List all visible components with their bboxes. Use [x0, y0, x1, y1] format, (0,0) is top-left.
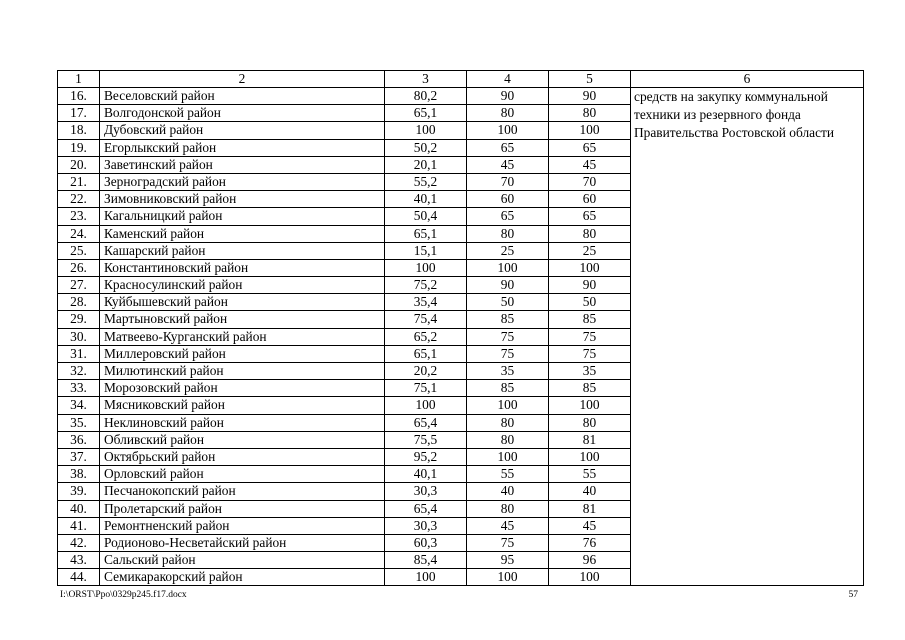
column-4-value-cell: 35	[467, 363, 549, 380]
table-body	[58, 71, 864, 586]
column-4-value-cell: 85	[467, 311, 549, 328]
column-header-5: 5	[549, 71, 631, 88]
table-row	[58, 88, 864, 105]
column-3-value-cell: 80,2	[385, 88, 467, 105]
column-3-value-cell: 40,1	[385, 466, 467, 483]
column-5-value-cell: 100	[549, 569, 631, 586]
column-5-value-cell: 40	[549, 483, 631, 500]
column-5-value-cell: 65	[549, 139, 631, 156]
row-number-cell: 26.	[58, 259, 100, 276]
column-3-value-cell: 50,2	[385, 139, 467, 156]
column-4-value-cell: 80	[467, 105, 549, 122]
column-3-value-cell: 65,4	[385, 500, 467, 517]
column-4-value-cell: 80	[467, 431, 549, 448]
column-3-value-cell: 100	[385, 569, 467, 586]
row-number-cell: 33.	[58, 380, 100, 397]
district-name-cell: Кашарский район	[100, 242, 385, 259]
district-name-cell: Мартыновский район	[100, 311, 385, 328]
data-table	[57, 70, 864, 586]
row-number-cell: 17.	[58, 105, 100, 122]
column-5-value-cell: 80	[549, 225, 631, 242]
row-number-cell: 41.	[58, 517, 100, 534]
column-3-value-cell: 65,4	[385, 414, 467, 431]
table-header-row	[58, 71, 864, 88]
column-4-value-cell: 100	[467, 448, 549, 465]
column-3-value-cell: 60,3	[385, 534, 467, 551]
column-4-value-cell: 40	[467, 483, 549, 500]
column-4-value-cell: 100	[467, 569, 549, 586]
column-5-value-cell: 55	[549, 466, 631, 483]
column-3-value-cell: 65,1	[385, 345, 467, 362]
column-5-value-cell: 25	[549, 242, 631, 259]
row-number-cell: 23.	[58, 208, 100, 225]
district-name-cell: Обливский район	[100, 431, 385, 448]
column-3-value-cell: 65,1	[385, 225, 467, 242]
column-5-value-cell: 100	[549, 397, 631, 414]
column-4-value-cell: 65	[467, 139, 549, 156]
column-5-value-cell: 50	[549, 294, 631, 311]
column-4-value-cell: 45	[467, 156, 549, 173]
row-number-cell: 42.	[58, 534, 100, 551]
column-4-value-cell: 100	[467, 397, 549, 414]
district-name-cell: Зимовниковский район	[100, 191, 385, 208]
column-5-value-cell: 65	[549, 208, 631, 225]
row-number-cell: 20.	[58, 156, 100, 173]
row-number-cell: 31.	[58, 345, 100, 362]
column-3-value-cell: 30,3	[385, 483, 467, 500]
column-3-value-cell: 35,4	[385, 294, 467, 311]
column-4-value-cell: 60	[467, 191, 549, 208]
row-number-cell: 34.	[58, 397, 100, 414]
column-5-value-cell: 35	[549, 363, 631, 380]
column-5-value-cell: 81	[549, 500, 631, 517]
column-header-2: 2	[100, 71, 385, 88]
column-4-value-cell: 65	[467, 208, 549, 225]
column-4-value-cell: 70	[467, 173, 549, 190]
column-3-value-cell: 20,1	[385, 156, 467, 173]
district-name-cell: Морозовский район	[100, 380, 385, 397]
column-5-value-cell: 45	[549, 517, 631, 534]
column-4-value-cell: 80	[467, 500, 549, 517]
row-number-cell: 24.	[58, 225, 100, 242]
column-4-value-cell: 50	[467, 294, 549, 311]
district-name-cell: Ремонтненский район	[100, 517, 385, 534]
district-name-cell: Пролетарский район	[100, 500, 385, 517]
row-number-cell: 37.	[58, 448, 100, 465]
column-4-value-cell: 25	[467, 242, 549, 259]
row-number-cell: 39.	[58, 483, 100, 500]
column-5-value-cell: 100	[549, 448, 631, 465]
row-number-cell: 25.	[58, 242, 100, 259]
district-name-cell: Константиновский район	[100, 259, 385, 276]
column-3-value-cell: 65,1	[385, 105, 467, 122]
column-4-value-cell: 75	[467, 534, 549, 551]
column-3-value-cell: 75,5	[385, 431, 467, 448]
column-5-value-cell: 76	[549, 534, 631, 551]
column-header-1: 1	[58, 71, 100, 88]
column-3-value-cell: 75,4	[385, 311, 467, 328]
district-name-cell: Красносулинский район	[100, 277, 385, 294]
column-4-value-cell: 95	[467, 552, 549, 569]
column-3-value-cell: 100	[385, 397, 467, 414]
district-name-cell: Октябрьский район	[100, 448, 385, 465]
column-header-6: 6	[631, 71, 864, 88]
column-4-value-cell: 80	[467, 414, 549, 431]
row-number-cell: 44.	[58, 569, 100, 586]
district-name-cell: Родионово-Несветайский район	[100, 534, 385, 551]
column-4-value-cell: 100	[467, 259, 549, 276]
row-number-cell: 28.	[58, 294, 100, 311]
district-name-cell: Зерноградский район	[100, 173, 385, 190]
footer-page-number: 57	[848, 590, 858, 600]
column-5-value-cell: 75	[549, 328, 631, 345]
column-4-value-cell: 100	[467, 122, 549, 139]
row-number-cell: 36.	[58, 431, 100, 448]
district-name-cell: Каменский район	[100, 225, 385, 242]
footer-file-path: I:\ORST\Ppo\0329p245.f17.docx	[60, 590, 187, 600]
column-3-value-cell: 55,2	[385, 173, 467, 190]
column-3-value-cell: 85,4	[385, 552, 467, 569]
district-name-cell: Сальский район	[100, 552, 385, 569]
district-name-cell: Неклиновский район	[100, 414, 385, 431]
row-number-cell: 18.	[58, 122, 100, 139]
district-name-cell: Егорлыкский район	[100, 139, 385, 156]
district-name-cell: Орловский район	[100, 466, 385, 483]
column-5-value-cell: 80	[549, 414, 631, 431]
row-number-cell: 40.	[58, 500, 100, 517]
row-number-cell: 22.	[58, 191, 100, 208]
row-number-cell: 30.	[58, 328, 100, 345]
row-number-cell: 38.	[58, 466, 100, 483]
column-5-value-cell: 60	[549, 191, 631, 208]
row-number-cell: 32.	[58, 363, 100, 380]
column-3-value-cell: 15,1	[385, 242, 467, 259]
row-number-cell: 35.	[58, 414, 100, 431]
column-3-value-cell: 75,2	[385, 277, 467, 294]
column-3-value-cell: 65,2	[385, 328, 467, 345]
column-3-value-cell: 50,4	[385, 208, 467, 225]
row-number-cell: 16.	[58, 88, 100, 105]
row-number-cell: 43.	[58, 552, 100, 569]
column-4-value-cell: 90	[467, 88, 549, 105]
district-name-cell: Семикаракорский район	[100, 569, 385, 586]
column-5-value-cell: 45	[549, 156, 631, 173]
column-5-value-cell: 96	[549, 552, 631, 569]
column-3-value-cell: 100	[385, 259, 467, 276]
column-3-value-cell: 40,1	[385, 191, 467, 208]
district-name-cell: Мясниковский район	[100, 397, 385, 414]
district-name-cell: Веселовский район	[100, 88, 385, 105]
district-name-cell: Дубовский район	[100, 122, 385, 139]
column-5-value-cell: 70	[549, 173, 631, 190]
column-3-value-cell: 20,2	[385, 363, 467, 380]
column-5-value-cell: 81	[549, 431, 631, 448]
district-name-cell: Волгодонской район	[100, 105, 385, 122]
column-header-3: 3	[385, 71, 467, 88]
column-3-value-cell: 30,3	[385, 517, 467, 534]
row-number-cell: 27.	[58, 277, 100, 294]
column-5-value-cell: 75	[549, 345, 631, 362]
row-number-cell: 21.	[58, 173, 100, 190]
district-name-cell: Кагальницкий район	[100, 208, 385, 225]
column-5-value-cell: 90	[549, 88, 631, 105]
column-4-value-cell: 85	[467, 380, 549, 397]
row-number-cell: 29.	[58, 311, 100, 328]
column-3-value-cell: 100	[385, 122, 467, 139]
column-5-value-cell: 85	[549, 311, 631, 328]
row-number-cell: 19.	[58, 139, 100, 156]
column-4-value-cell: 75	[467, 328, 549, 345]
column-4-value-cell: 75	[467, 345, 549, 362]
column-4-value-cell: 90	[467, 277, 549, 294]
district-name-cell: Милютинский район	[100, 363, 385, 380]
column-3-value-cell: 95,2	[385, 448, 467, 465]
column-5-value-cell: 90	[549, 277, 631, 294]
district-name-cell: Куйбышевский район	[100, 294, 385, 311]
column-4-value-cell: 55	[467, 466, 549, 483]
column-4-value-cell: 80	[467, 225, 549, 242]
column-5-value-cell: 100	[549, 122, 631, 139]
district-name-cell: Миллеровский район	[100, 345, 385, 362]
district-name-cell: Заветинский район	[100, 156, 385, 173]
district-name-cell: Песчанокопский район	[100, 483, 385, 500]
column-4-value-cell: 45	[467, 517, 549, 534]
column-5-value-cell: 80	[549, 105, 631, 122]
column-3-value-cell: 75,1	[385, 380, 467, 397]
column-5-value-cell: 85	[549, 380, 631, 397]
column-5-value-cell: 100	[549, 259, 631, 276]
note-cell: средств на закупку коммунальной техники из резервного фонда Правительства Ростовской области	[631, 88, 864, 586]
district-name-cell: Матвеево-Курганский район	[100, 328, 385, 345]
column-header-4: 4	[467, 71, 549, 88]
